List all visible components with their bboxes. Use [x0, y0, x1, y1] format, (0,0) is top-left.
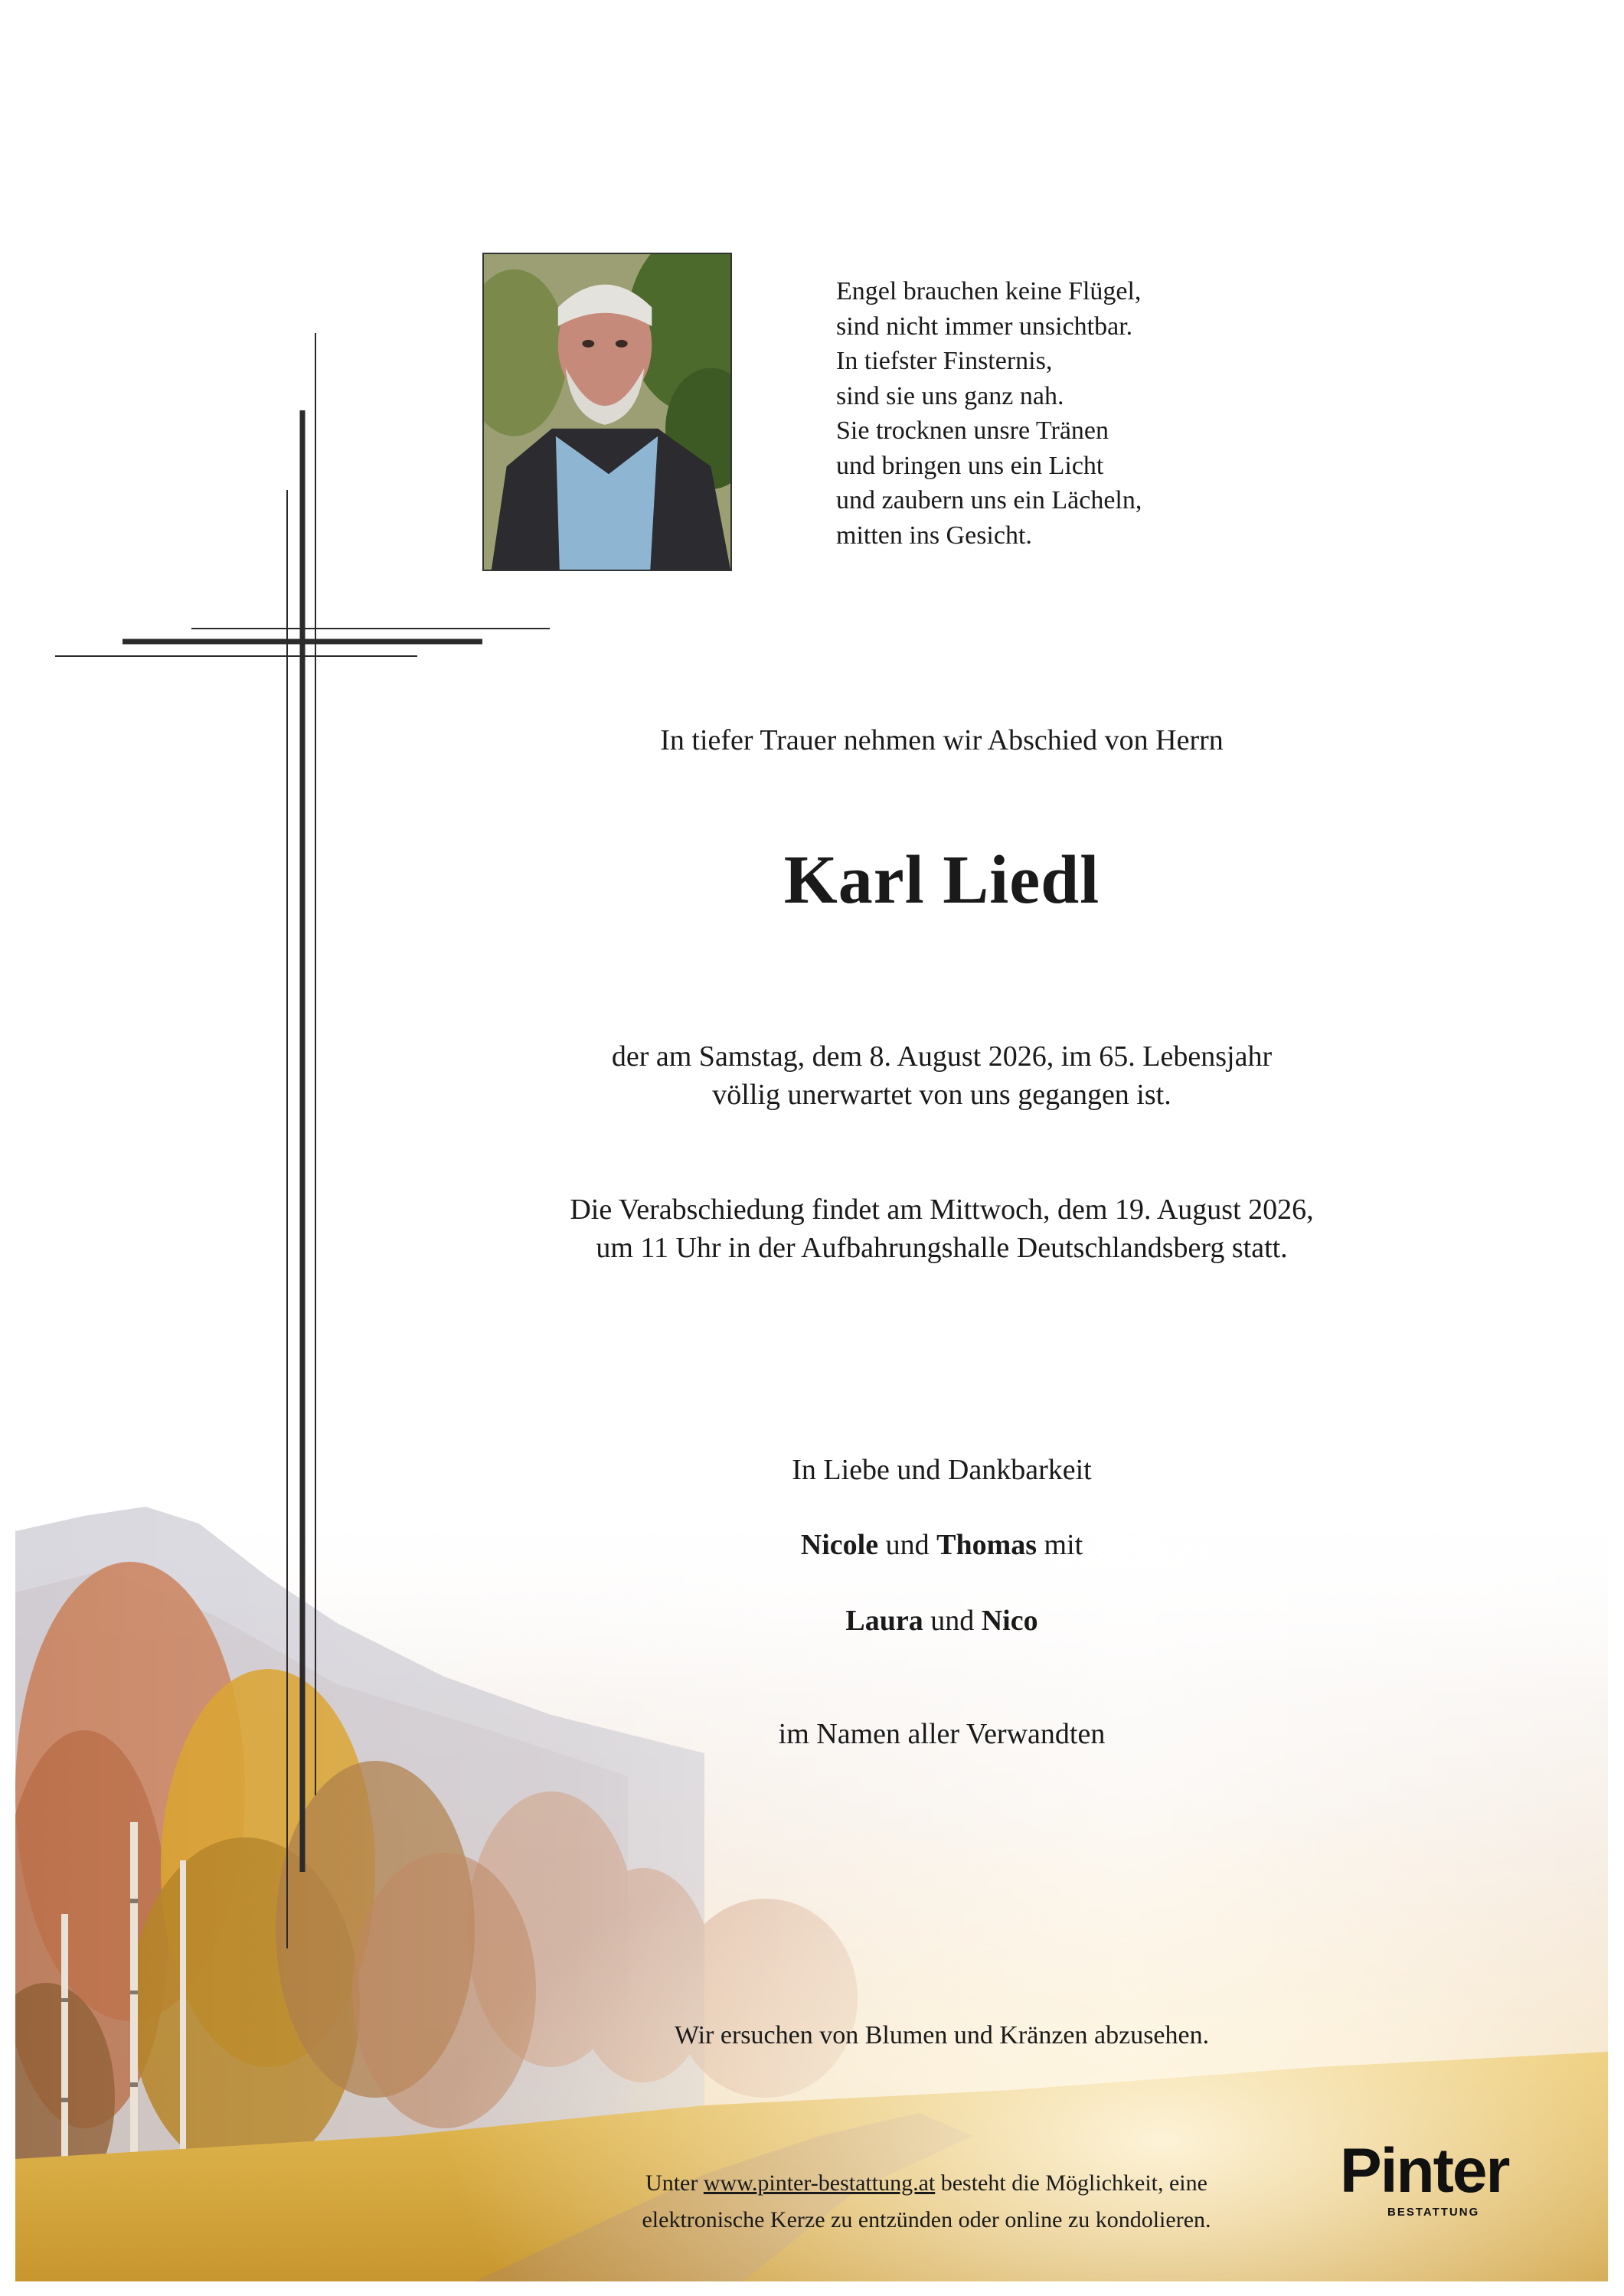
family-connector: mit: [1037, 1529, 1083, 1561]
poem-line: und bringen uns ein Licht: [836, 451, 1104, 480]
flowers-note: Wir ersuchen von Blumen und Kränzen abzusehen.: [674, 2021, 1210, 2049]
family-connector: und: [923, 1605, 982, 1637]
poem-line: und zaubern uns ein Lächeln,: [836, 486, 1142, 514]
poem-line: Sie trocknen unsre Tränen: [836, 416, 1109, 445]
logo-wordmark: Pinter: [1340, 2136, 1509, 2206]
death-notice-line: der am Samstag, dem 8. August 2026, im 65. Lebensjahr: [611, 1040, 1273, 1073]
poem-line: mitten ins Gesicht.: [836, 521, 1032, 550]
poem-line: sind nicht immer unsichtbar.: [836, 312, 1133, 341]
footer-suffix: besteht die Möglichkeit, eine: [935, 2170, 1207, 2196]
family-name: Nico: [981, 1605, 1038, 1637]
ceremony-notice: [429, 1190, 1455, 1267]
family-name: Laura: [845, 1605, 923, 1637]
closing-text: In Liebe und Dankbarkeit: [792, 1454, 1092, 1486]
poem-line: Engel brauchen keine Flügel,: [836, 277, 1142, 305]
family-name: Thomas: [936, 1529, 1037, 1561]
logo-subtitle: BESTATTUNG: [1387, 2206, 1480, 2219]
footer-note: [505, 2165, 1348, 2239]
poem-line: In tiefster Finsternis,: [836, 347, 1053, 375]
ceremony-line: um 11 Uhr in der Aufbahrungshalle Deutschlandsberg statt.: [596, 1232, 1288, 1264]
relatives-text: im Namen aller Verwandten: [778, 1718, 1106, 1750]
family-line: [429, 1604, 1455, 1638]
death-notice-line: völlig unerwartet von uns gegangen ist.: [712, 1079, 1171, 1111]
death-notice: [429, 1037, 1455, 1114]
deceased-name: Karl Liedl: [783, 842, 1100, 918]
footer-line: elektronische Kerze zu entzünden oder online zu kondolieren.: [642, 2207, 1211, 2232]
family-connector: und: [878, 1529, 937, 1561]
footer-line: [505, 2165, 1348, 2202]
poem-line: sind sie uns ganz nah.: [836, 381, 1064, 410]
website-link[interactable]: www.pinter-bestattung.at: [703, 2170, 936, 2196]
family-line: [429, 1528, 1455, 1562]
ceremony-line: Die Verabschiedung findet am Mittwoch, dem 19. August 2026,: [570, 1194, 1314, 1226]
intro-text: In tiefer Trauer nehmen wir Abschied von Herrn: [660, 724, 1224, 756]
portrait-photo: [482, 253, 732, 571]
footer-prefix: Unter: [645, 2170, 704, 2196]
poem: [836, 274, 1265, 553]
pinter-logo: [1340, 2136, 1516, 2219]
family-name: Nicole: [800, 1529, 879, 1561]
